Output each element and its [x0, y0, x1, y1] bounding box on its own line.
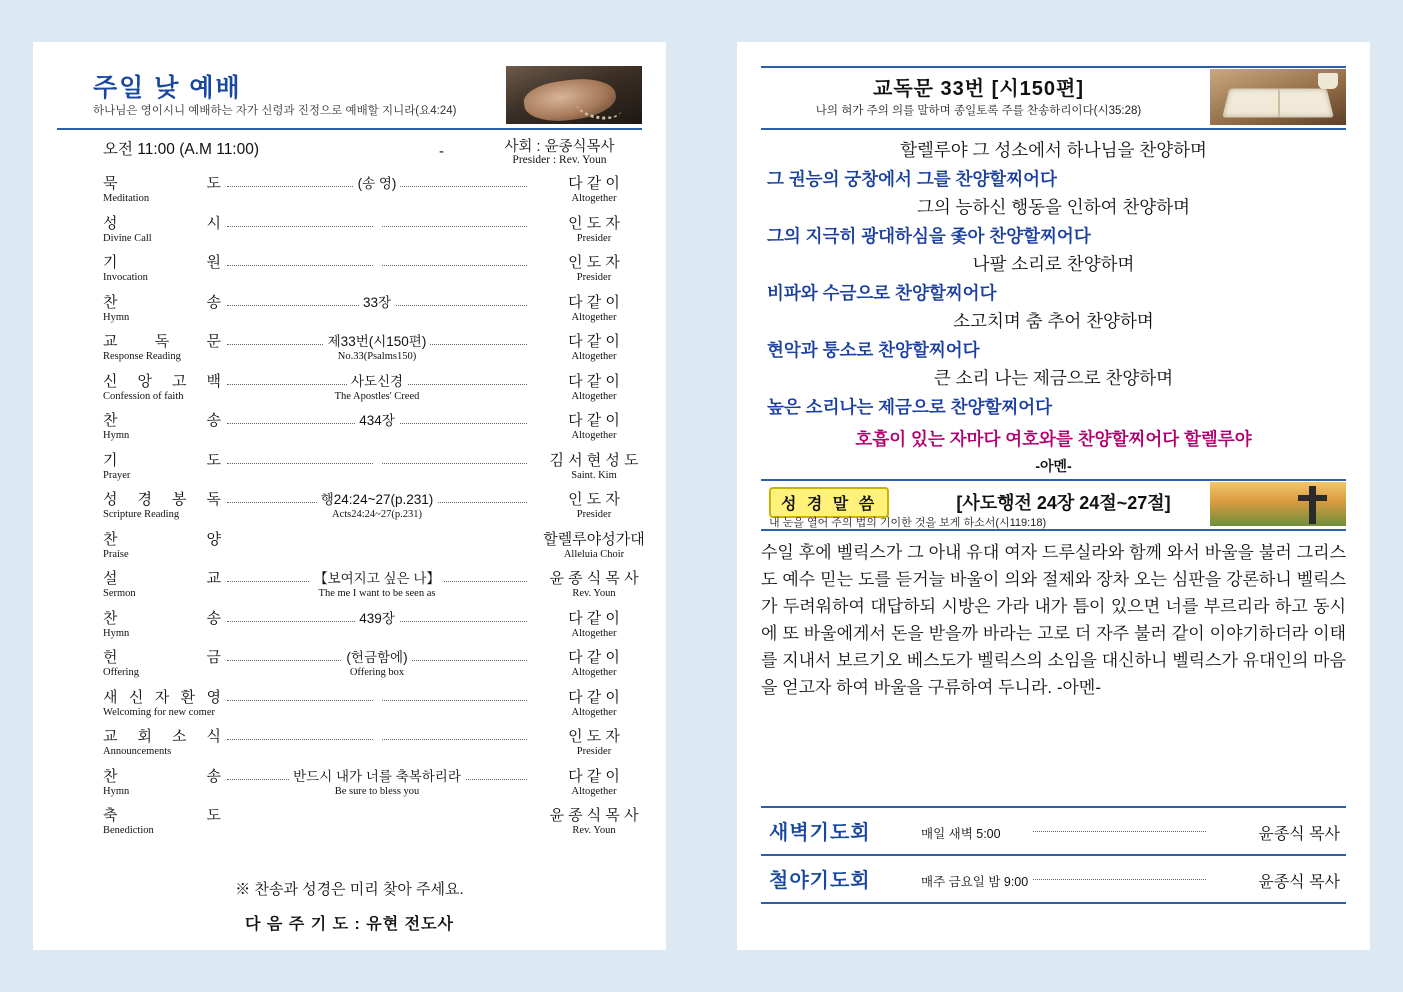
order-performer-kr: 다 같 이 [568, 767, 620, 785]
order-performer [539, 175, 649, 205]
order-item [103, 728, 221, 758]
order-item [103, 373, 221, 403]
order-performer [539, 491, 649, 521]
order-performer [539, 254, 649, 284]
order-detail-kr [227, 373, 527, 390]
responsive-reading-verses [761, 136, 1346, 476]
order-detail-kr [227, 215, 527, 232]
order-item-kr: 기 도 [103, 451, 221, 469]
order-detail-kr-text [373, 690, 381, 705]
order-item-kr: 기 원 [103, 254, 221, 271]
verse-line: 그의 지극히 광대하심을 좇아 찬양할찌어다 [767, 225, 1091, 246]
order-item [103, 689, 221, 719]
order-performer [539, 294, 649, 324]
order-item-en: Divine Call [103, 232, 152, 244]
order-detail-en: No.33(Psalms150) [337, 351, 417, 362]
order-item [103, 570, 221, 600]
order-item-kr: 찬 송 [103, 412, 221, 429]
order-item [103, 412, 221, 442]
verse-line: 호흡이 있는 자마다 여호와를 찬양할찌어다 할렐루야 [855, 429, 1252, 449]
order-detail-kr-text [373, 532, 381, 547]
order-performer-en: Altogether [571, 390, 617, 402]
order-item-en: Scripture Reading [103, 509, 180, 520]
order-item-en: Response Reading [103, 351, 181, 362]
sermon-scripture-text: 수일 후에 벨릭스가 그 아내 유대 여자 드루실라와 함께 와서 바울을 불러 그리스도 예수 믿는 도를 듣거늘 바울이 의와 절제와 장차 오는 심판을 강론하니 벨릭스가 두려워하여 대답하되 시방은 가라 내가 틈이 있으면 너를 부르리라 하고 동시에 또 바울에게서 돈을 받을까 바라는 고로 더 자주 불러 같이 이야기하더라 이태를 지내서 보르기오 베스도가 벨릭스의 소임을 대신하니 벨릭스가 유대인의 마음을 얻고자 하여 바울을 구류하여 두니라. -아멘- [761, 542, 1346, 697]
cup-shape [1318, 73, 1338, 89]
order-performer-en: Altogether [571, 193, 617, 204]
prayer-meeting-name: 새벽기도회 [769, 822, 871, 844]
order-detail-kr [227, 333, 527, 350]
order-item-kr: 찬 송 [103, 609, 221, 627]
order-item [103, 531, 221, 561]
order-detail-kr-text: 434장 [355, 413, 399, 428]
order-detail-en: Be sure to bless you [334, 785, 420, 797]
order-detail-kr-text: 반드시 내가 너를 축복하리라 [289, 769, 465, 784]
order-performer [539, 570, 649, 600]
order-detail-kr-text [373, 729, 381, 744]
order-detail-kr [227, 570, 527, 587]
table-row [57, 452, 642, 492]
order-detail-en: Offering box [349, 667, 405, 678]
order-item-en: Prayer [103, 469, 131, 481]
prayer-meeting-time: 매주 금요일 밤 9:00 [921, 875, 1029, 889]
order-item [103, 215, 221, 245]
cross-icon-bar [1298, 495, 1327, 501]
table-row [57, 570, 642, 610]
amen-label: -아멘- [1035, 457, 1072, 474]
order-item-en: Offering [103, 667, 139, 678]
officiant-name-kr: 사회 : 윤종식목사 [504, 139, 615, 155]
order-item-kr: 새 신 자 환 영 [103, 688, 221, 706]
order-performer-en: Altogether [571, 627, 617, 639]
order-performer-en: Altogether [571, 351, 617, 362]
order-item-en: Invocation [103, 272, 148, 283]
order-detail-kr [227, 491, 527, 508]
order-item-kr: 찬 송 [103, 767, 221, 785]
responsive-reading-subtitle: 나의 혀가 주의 의를 말하며 종일토록 주를 찬송하리이다(시35:28) [815, 105, 1142, 117]
order-item-kr: 헌 금 [103, 649, 221, 666]
prayer-meeting-time: 매일 새벽 5:00 [921, 827, 1001, 841]
order-item-en: Benediction [103, 825, 154, 836]
order-performer [539, 215, 649, 245]
order-detail-en: The Apostles' Creed [334, 390, 420, 402]
order-detail-kr-text: 439장 [355, 611, 399, 626]
order-performer [539, 412, 649, 442]
responsive-reading-header [761, 66, 1346, 130]
order-detail-kr-text [373, 255, 381, 270]
order-performer-kr: 다 같 이 [568, 649, 620, 666]
verse-line: 현악과 퉁소로 찬양할찌어다 [767, 339, 980, 360]
order-detail [227, 373, 527, 403]
status-badge: 성 경 말 씀 [769, 487, 889, 518]
order-item-en: Hymn [103, 785, 130, 797]
order-detail-en: The me I want to be seen as [318, 588, 436, 599]
order-detail [227, 649, 527, 679]
order-detail [227, 728, 527, 745]
order-detail [227, 768, 527, 798]
left-page-content [57, 66, 645, 933]
order-item [103, 294, 221, 324]
service-time: 오전 11:00 (A.M 11:00) [103, 141, 260, 158]
order-performer-en: Alleluia Choir [563, 548, 625, 560]
order-performer-en: Rev. Youn [572, 825, 616, 836]
order-detail-kr-text [373, 216, 381, 231]
order-performer [539, 768, 649, 798]
order-detail-kr [227, 610, 527, 627]
order-detail-kr [227, 412, 527, 429]
bible-shape [1222, 89, 1334, 118]
table-row [57, 649, 642, 689]
verse-line: 높은 소리나는 제금으로 찬양할찌어다 [767, 396, 1053, 417]
order-performer-kr: 윤 종 식 목 사 [549, 570, 639, 587]
order-performer [539, 649, 649, 679]
order-detail [227, 610, 527, 627]
order-detail [227, 254, 527, 271]
order-item-kr: 교 회 소 식 [103, 728, 221, 745]
order-detail-kr-text [373, 453, 381, 468]
order-performer [539, 333, 649, 363]
verse-line: 나팔 소리로 찬양하며 [972, 254, 1135, 274]
order-item-kr: 축 도 [103, 807, 221, 824]
order-detail-kr [227, 175, 527, 192]
order-detail-kr [227, 807, 527, 824]
order-detail-kr-text: (헌금함에) [342, 650, 411, 665]
table-row [57, 807, 642, 847]
page-subtitle: 하나님은 영이시니 예배하는 자가 신령과 진정으로 예배할 지니라(요4:24) [93, 105, 457, 117]
order-item-kr: 성 경 봉 독 [103, 491, 221, 508]
cross-sunset-photo [1210, 482, 1346, 526]
order-detail [227, 294, 527, 311]
order-detail-kr [227, 452, 527, 469]
right-page [737, 42, 1370, 950]
table-row [57, 491, 642, 531]
order-performer-kr: 할렐루야성가대 [543, 530, 645, 548]
dotted-leader [1033, 879, 1206, 880]
sermon-header [761, 479, 1346, 531]
order-item-kr: 신 앙 고 백 [103, 372, 221, 390]
order-item [103, 491, 221, 521]
dotted-leader [1033, 831, 1206, 832]
order-performer-en: Altogether [571, 430, 617, 441]
order-detail-kr [227, 728, 527, 745]
table-row [57, 689, 642, 729]
order-item [103, 768, 221, 798]
order-detail [227, 531, 527, 548]
verse-line: 할렐루야 그 성소에서 하나님을 찬양하며 [900, 140, 1207, 160]
table-row [57, 175, 642, 215]
order-detail-kr-text: 제33번(시150편) [324, 334, 431, 349]
order-detail [227, 175, 527, 192]
order-item-kr: 찬 송 [103, 293, 221, 311]
order-detail-kr-text: 【보여지고 싶은 나】 [310, 571, 444, 586]
table-row [57, 728, 642, 768]
responsive-reading-title: 교독문 33번 [시150편] [873, 78, 1084, 100]
order-performer-kr: 다 같 이 [568, 609, 620, 627]
sermon-subtitle: 내 눈을 열어 주의 법의 기이한 것을 보게 하소서(시119:18) [769, 516, 1047, 529]
right-page-content [761, 66, 1346, 926]
worship-header [57, 66, 642, 130]
table-row [57, 610, 642, 650]
order-item [103, 649, 221, 679]
order-item-en: Meditation [103, 193, 150, 204]
order-detail-kr-text: (송 영) [354, 176, 401, 191]
order-performer [539, 728, 649, 758]
order-detail-kr-text: 사도신경 [347, 374, 407, 389]
list-item [761, 854, 1346, 904]
open-bible-photo [1210, 69, 1346, 125]
order-performer [539, 373, 649, 403]
order-item [103, 333, 221, 363]
table-row [57, 373, 642, 413]
prayer-meeting-name: 철야기도회 [769, 870, 871, 892]
table-row [57, 254, 642, 294]
order-performer-en: Altogether [571, 785, 617, 797]
order-performer-kr: 다 같 이 [568, 293, 620, 311]
order-item [103, 807, 221, 837]
officiant-row [57, 135, 642, 173]
order-item-kr: 교 독 문 [103, 333, 221, 350]
order-performer-en: Presider [576, 509, 612, 520]
order-detail [227, 452, 527, 469]
order-detail [227, 491, 527, 521]
order-performer-kr: 다 같 이 [568, 175, 620, 192]
order-performer-en: Altogether [571, 667, 617, 678]
order-item-en: Praise [103, 548, 129, 560]
verse-line: 비파와 수금으로 찬양할찌어다 [767, 282, 997, 303]
order-performer-kr: 다 같 이 [568, 412, 620, 429]
order-item-en: Announcements [103, 746, 172, 757]
order-detail [227, 807, 527, 824]
order-detail-kr [227, 254, 527, 271]
order-detail [227, 333, 527, 363]
order-performer-en: Presider [576, 232, 612, 244]
order-item [103, 254, 221, 284]
order-detail [227, 215, 527, 232]
order-detail-kr-text: 33장 [359, 295, 395, 310]
separator-dash: - [439, 143, 444, 160]
order-performer-kr: 다 같 이 [568, 372, 620, 390]
order-item-en: Confession of faith [103, 390, 184, 402]
praying-hands-photo [506, 66, 642, 124]
order-performer [539, 531, 649, 561]
order-detail [227, 689, 527, 706]
order-performer-kr: 김 서 현 성 도 [549, 451, 639, 469]
order-detail-kr [227, 649, 527, 666]
order-performer-en: Altogether [571, 706, 617, 718]
order-item-en: Hymn [103, 627, 130, 639]
order-item-kr: 찬 양 [103, 530, 221, 548]
order-detail [227, 570, 527, 600]
table-row [57, 333, 642, 373]
order-detail-kr-text: 행24:24~27(p.231) [317, 492, 438, 507]
left-page [33, 42, 666, 950]
prayer-meeting-leader: 윤종식 목사 [1258, 826, 1340, 843]
table-row [57, 294, 642, 334]
prayer-meeting-leader: 윤종식 목사 [1258, 874, 1340, 891]
order-performer-en: Rev. Youn [572, 588, 616, 599]
order-performer [539, 610, 649, 640]
table-row [57, 215, 642, 255]
officiant-name-en: Presider : Rev. Youn [512, 154, 607, 166]
order-performer [539, 689, 649, 719]
order-item [103, 452, 221, 482]
order-detail-en: Acts24:24~27(p.231) [332, 509, 422, 520]
order-detail-kr [227, 768, 527, 785]
order-detail-kr [227, 689, 527, 706]
order-item-kr: 설 교 [103, 570, 221, 587]
order-item [103, 610, 221, 640]
order-item [103, 175, 221, 205]
order-item-en: Hymn [103, 430, 130, 441]
note-find-hymn: ※ 찬송과 성경은 미리 찾아 주세요. [235, 881, 464, 898]
list-item [761, 806, 1346, 854]
prayer-meetings [761, 806, 1346, 904]
order-performer-kr: 인 도 자 [568, 728, 620, 745]
order-detail [227, 412, 527, 429]
note-next-week-prayer: 다 음 주 기 도 : 유현 전도사 [244, 916, 454, 933]
page-title: 주일 낮 예배 [93, 74, 242, 102]
order-item-kr: 묵 도 [103, 175, 221, 192]
order-performer-kr: 인 도 자 [568, 491, 620, 508]
order-detail-kr-text [373, 808, 381, 823]
order-performer-kr: 윤 종 식 목 사 [549, 807, 639, 824]
order-item-en: Welcoming for new comer [103, 706, 215, 718]
order-detail-kr [227, 531, 527, 548]
sermon-reference: [사도행전 24장 24절~27절] [956, 492, 1171, 513]
order-item-en: Hymn [103, 311, 130, 323]
order-performer-kr: 다 같 이 [568, 333, 620, 350]
verse-line: 큰 소리 나는 제금으로 찬양하며 [933, 368, 1174, 388]
order-of-service-table [57, 175, 645, 847]
table-row [57, 768, 642, 808]
order-performer-en: Altogether [571, 311, 617, 323]
cross-icon [1309, 486, 1316, 524]
order-performer-en: Presider [576, 746, 612, 757]
order-performer [539, 452, 649, 482]
order-performer-kr: 인 도 자 [568, 214, 620, 232]
verse-line: 그의 능하신 행동을 인하여 찬양하며 [916, 197, 1191, 217]
order-item-en: Sermon [103, 588, 136, 599]
verse-line: 소고치며 춤 추어 찬양하며 [953, 311, 1154, 331]
order-performer-en: Saint. Kim [571, 469, 617, 481]
order-performer-kr: 다 같 이 [568, 688, 620, 706]
order-detail-kr [227, 294, 527, 311]
order-performer-kr: 인 도 자 [568, 254, 620, 271]
table-row [57, 412, 642, 452]
order-item-kr: 성 시 [103, 214, 221, 232]
order-performer [539, 807, 649, 837]
verse-line: 그 권능의 궁창에서 그를 찬양할찌어다 [767, 168, 1057, 189]
table-row [57, 530, 645, 571]
order-performer-en: Presider [576, 272, 612, 283]
